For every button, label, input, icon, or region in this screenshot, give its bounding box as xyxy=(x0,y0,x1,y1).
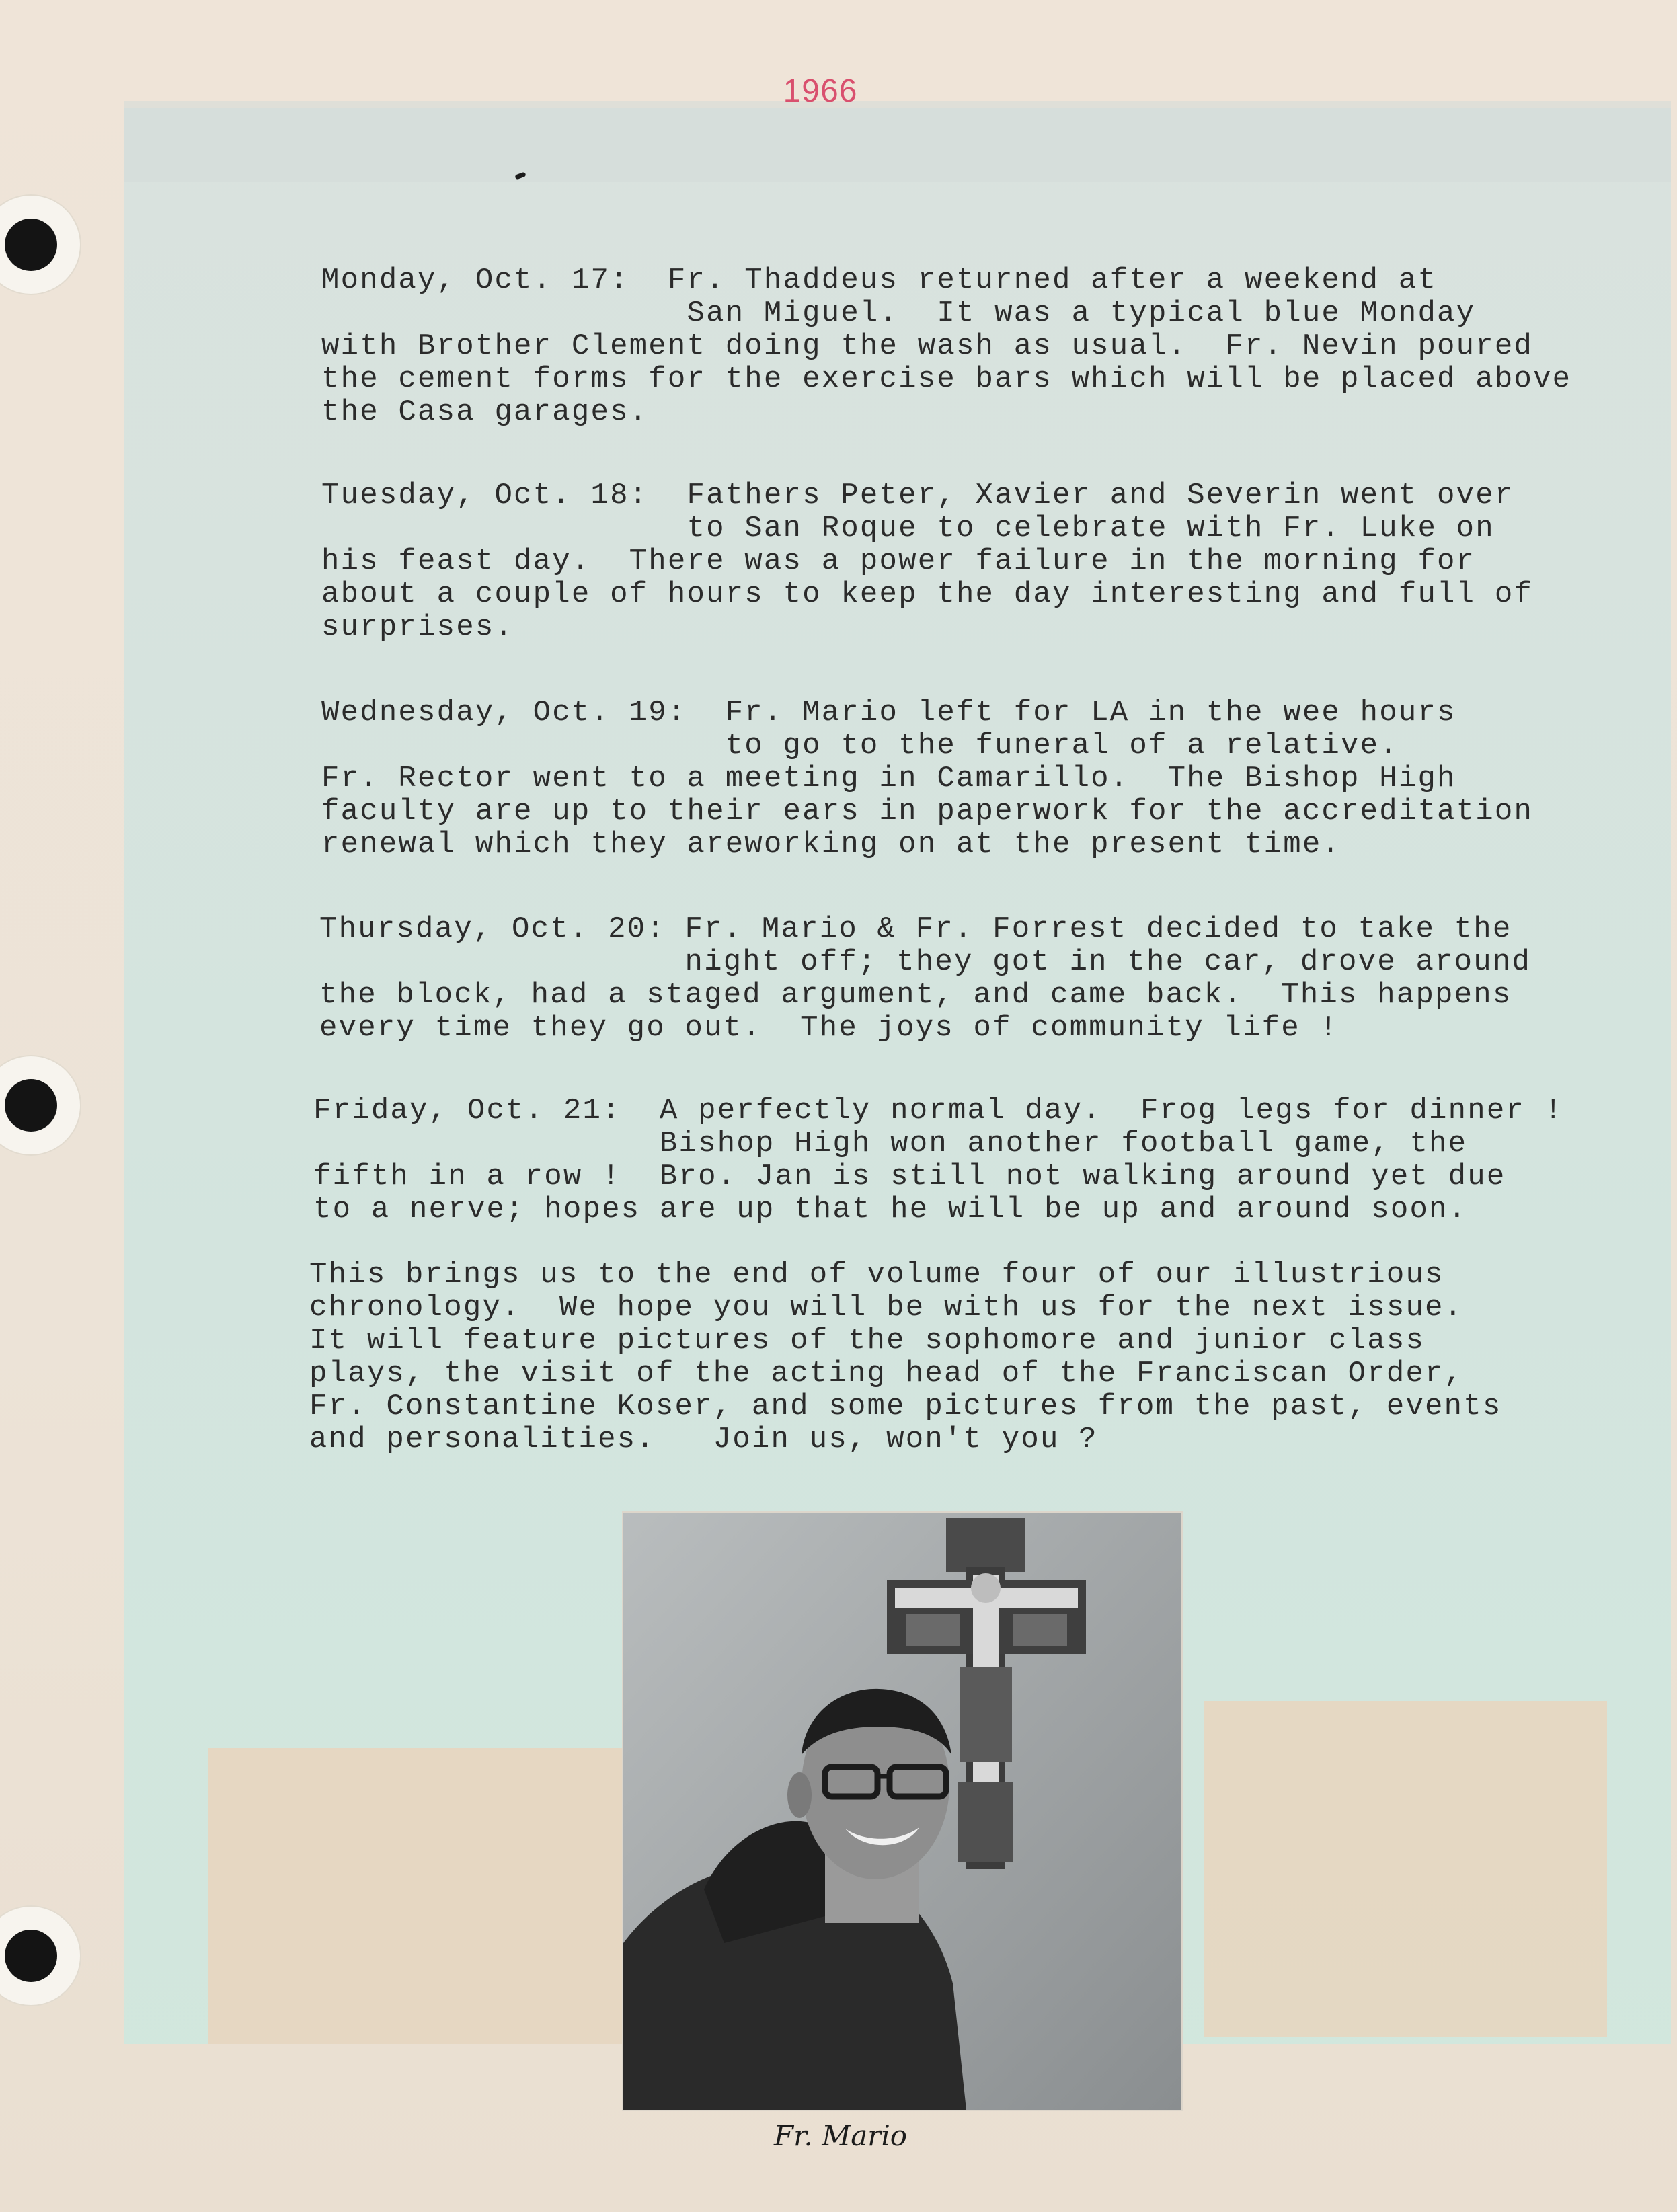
tape-stain-left xyxy=(208,1748,639,2044)
diary-entry-thursday: Thursday, Oct. 20: Fr. Mario & Fr. Forrest decided to take the night off; they got in the car, drove around the block, had a staged argument, and came back. This happens every time they go out. The joys of community life ! xyxy=(319,912,1532,1045)
diary-entry-monday: Monday, Oct. 17: Fr. Thaddeus returned after a weekend at San Miguel. It was a typical blue Monday with Brother Clement doing the wash as usual. Fr. Nevin poured the cement forms for the exercise bars which will be placed above the Casa garages. xyxy=(321,264,1572,429)
page-year: 1966 xyxy=(783,73,858,109)
binder-hole-middle xyxy=(5,1079,57,1132)
binder-hole-bottom xyxy=(5,1930,57,1982)
diary-entry-wednesday: Wednesday, Oct. 19: Fr. Mario left for LA in the wee hours to go to the funeral of a relative. Fr. Rector went to a meeting in Camarillo. The Bishop High faculty are up to their ears in paperwork for the accreditation renewal which they areworking on at the present time. xyxy=(321,696,1534,861)
tape-stain-right xyxy=(1204,1701,1607,2037)
paper-fold-band xyxy=(124,101,1671,182)
portrait-illustration xyxy=(623,1513,1181,2110)
diary-entry-friday: Friday, Oct. 21: A perfectly normal day. Frog legs for dinner ! Bishop High won another football game, the fifth in a row ! Bro. Jan is still not walking around yet due to a nerve; hopes are up that he will be up and around soon. xyxy=(313,1094,1564,1226)
closing-paragraph: This brings us to the end of volume four of our illustrious chronology. We hope you will be with us for the next issue. It will feature pictures of the sophomore and junior class plays, the visit of the acting head of the Franciscan Order, Fr. Constantine Koser, and some pictures from the past, events and personalities. Join us, won't you ? xyxy=(309,1258,1502,1456)
portrait-photo xyxy=(623,1513,1181,2110)
binder-hole-top xyxy=(5,219,57,271)
diary-entry-tuesday: Tuesday, Oct. 18: Fathers Peter, Xavier and Severin went over to San Roque to celebrate with Fr. Luke on his feast day. There was a power failure in the morning for about a couple of hours to keep the day interesting and full of surprises. xyxy=(321,479,1534,644)
photo-caption: Fr. Mario xyxy=(773,2119,908,2152)
